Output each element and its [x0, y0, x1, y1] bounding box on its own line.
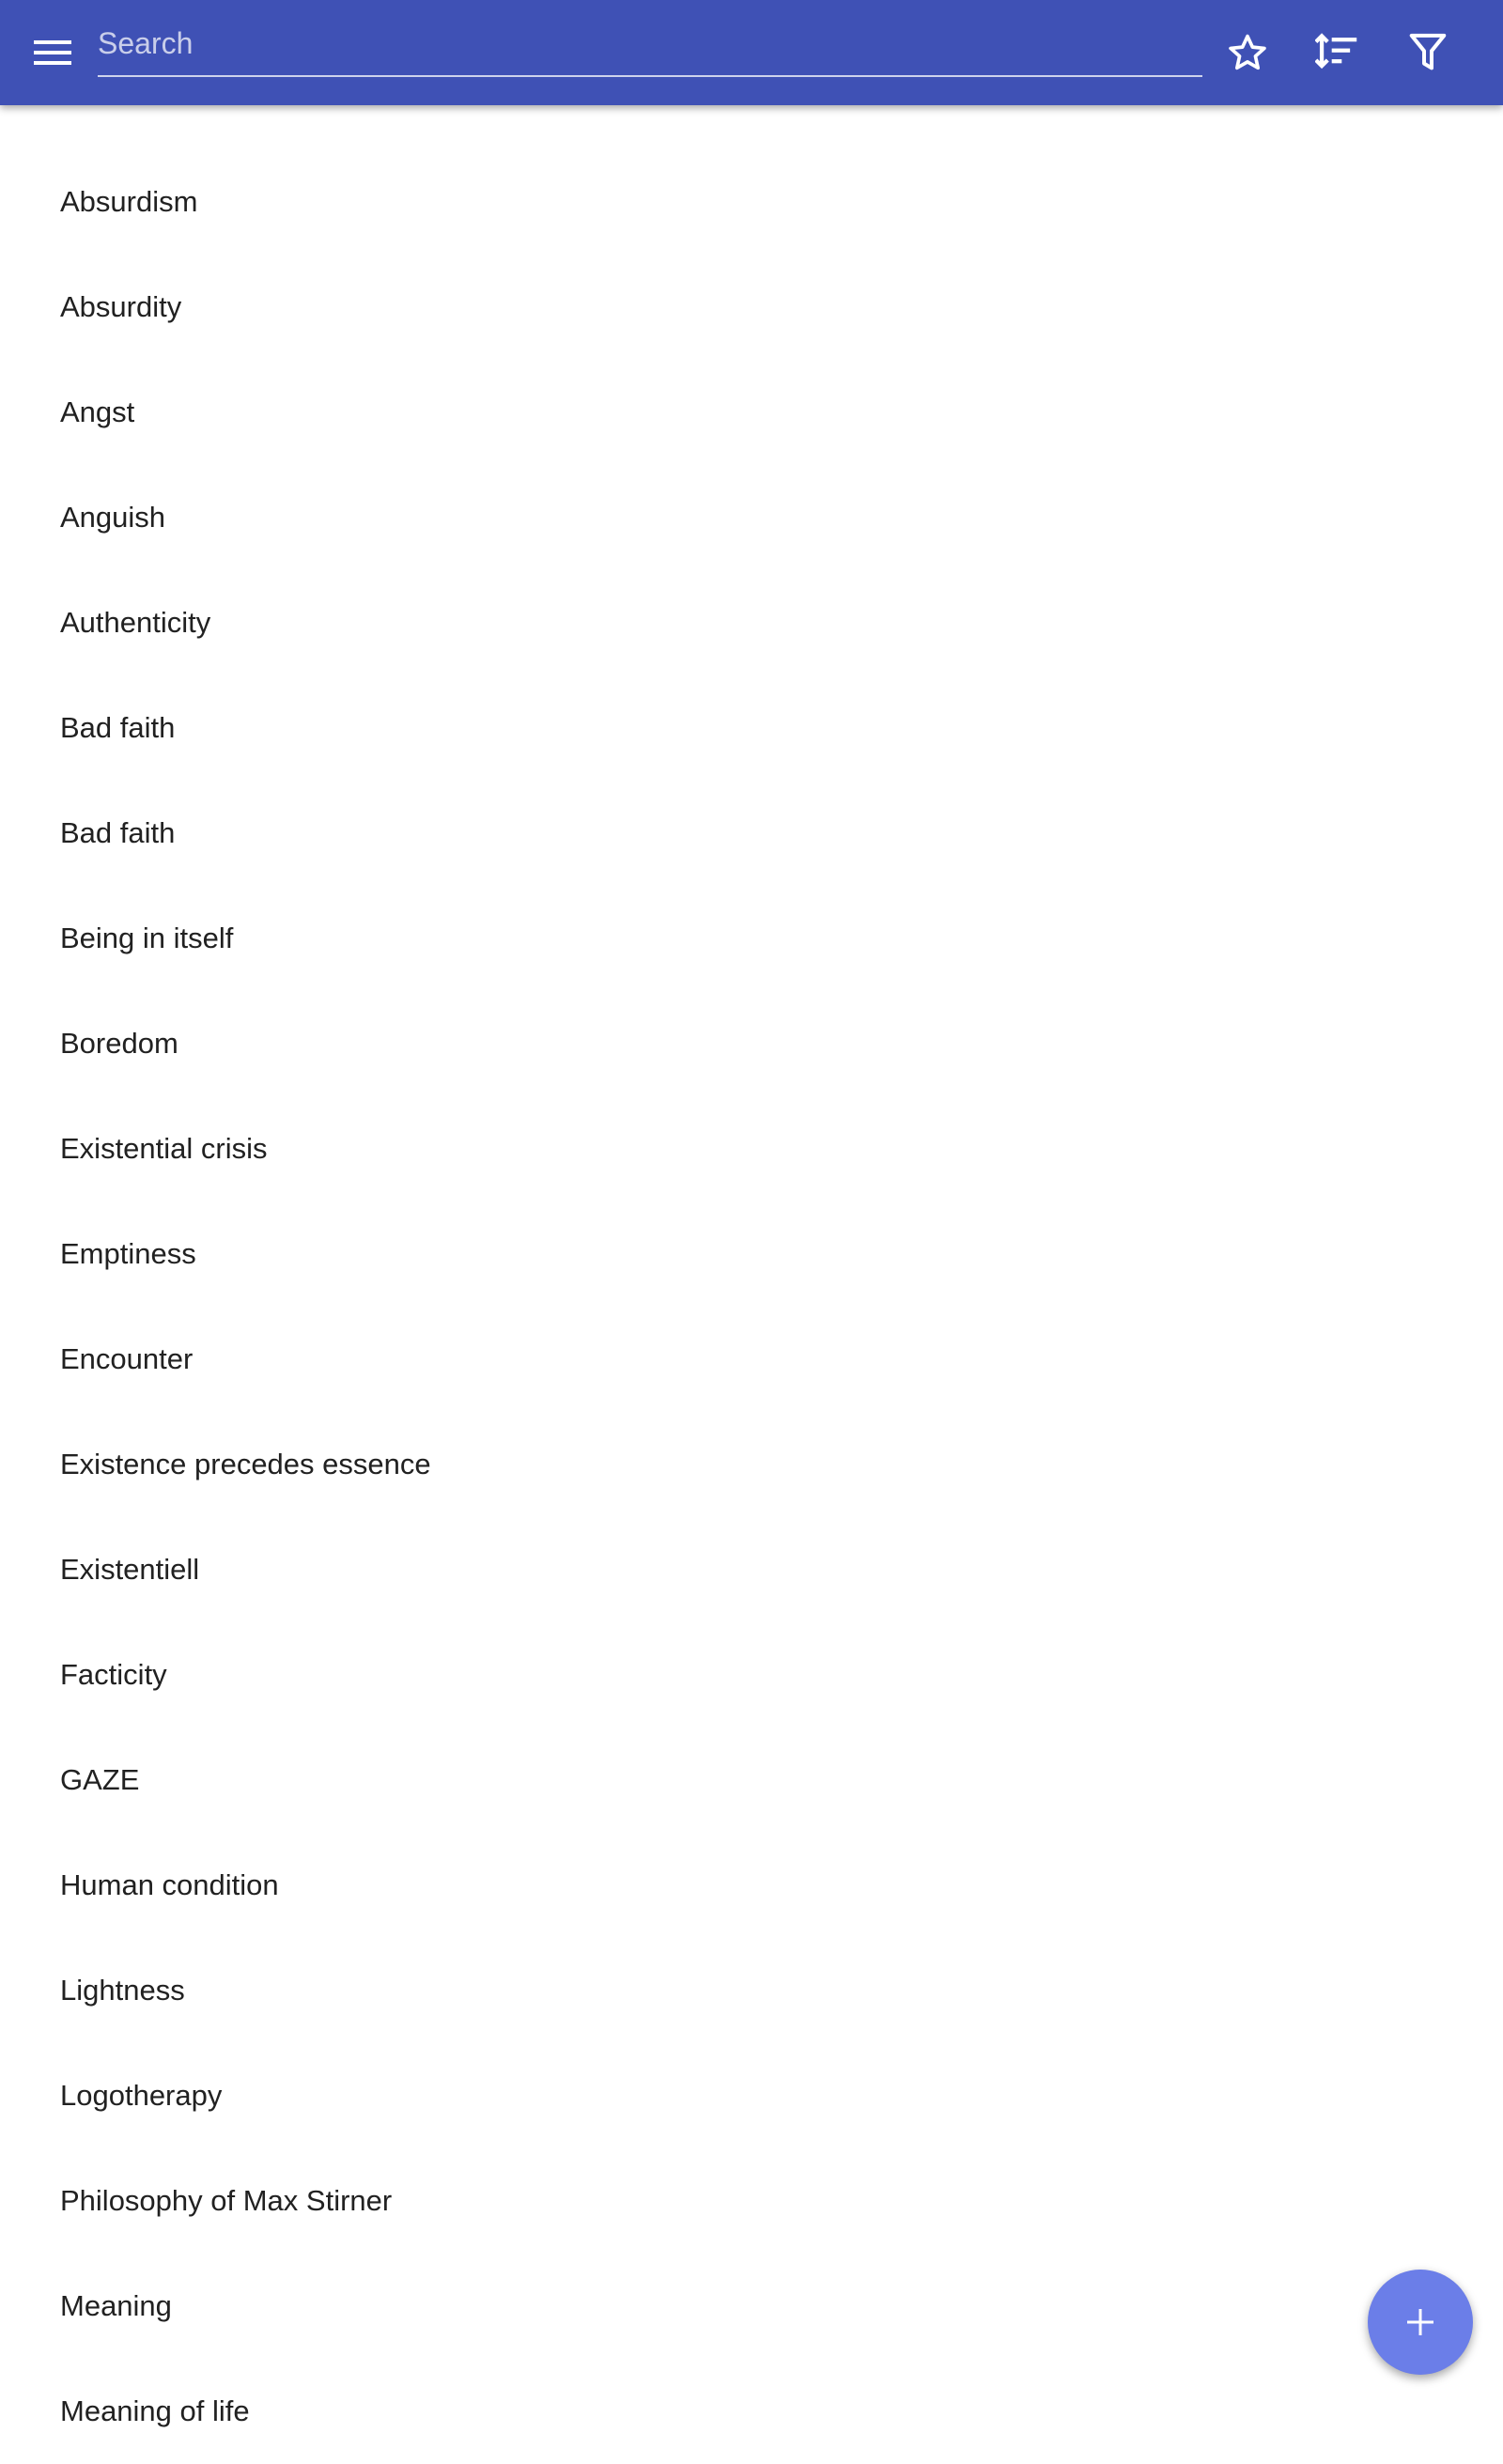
- filter-icon: [1409, 32, 1447, 73]
- term-label: Being in itself: [60, 922, 234, 954]
- list-item[interactable]: [0, 1517, 1503, 1622]
- list-item[interactable]: [0, 675, 1503, 781]
- sort-icon: [1315, 32, 1358, 73]
- term-label: Absurdity: [60, 290, 182, 323]
- term-label: Existential crisis: [60, 1132, 268, 1165]
- term-label: Existence precedes essence: [60, 1448, 431, 1480]
- term-label: Bad faith: [60, 711, 176, 744]
- term-label: Logotherapy: [60, 2079, 223, 2112]
- term-label: Angst: [60, 395, 135, 428]
- favorites-button[interactable]: [1216, 23, 1279, 83]
- list-item[interactable]: [0, 570, 1503, 675]
- list-item[interactable]: [0, 465, 1503, 570]
- term-label: Authenticity: [60, 606, 211, 639]
- search-field: [98, 13, 1202, 77]
- list-item[interactable]: [0, 149, 1503, 255]
- plus-icon: [1405, 2307, 1435, 2337]
- list-item[interactable]: [0, 886, 1503, 991]
- hamburger-menu-icon: [34, 39, 71, 67]
- term-label: Existentiell: [60, 1553, 200, 1586]
- term-label: Emptiness: [60, 1237, 196, 1270]
- term-label: Absurdism: [60, 185, 198, 218]
- sort-button[interactable]: [1305, 23, 1369, 83]
- add-term-button[interactable]: [1368, 2270, 1473, 2375]
- menu-button[interactable]: [21, 23, 85, 83]
- list-item[interactable]: [0, 360, 1503, 465]
- list-item[interactable]: [0, 1307, 1503, 1412]
- search-input[interactable]: [98, 13, 1202, 73]
- term-label: Facticity: [60, 1658, 167, 1691]
- filter-button[interactable]: [1396, 23, 1460, 83]
- list-item[interactable]: [0, 1412, 1503, 1517]
- list-item[interactable]: [0, 1728, 1503, 1833]
- term-label: GAZE: [60, 1763, 140, 1796]
- term-label: Anguish: [60, 501, 166, 534]
- term-label: Boredom: [60, 1027, 178, 1060]
- list-item[interactable]: [0, 1938, 1503, 2043]
- list-item[interactable]: [0, 781, 1503, 886]
- list-item[interactable]: [0, 2148, 1503, 2254]
- term-list: [0, 105, 1503, 2464]
- term-label: Lightness: [60, 1974, 185, 2007]
- list-item[interactable]: [0, 2254, 1503, 2359]
- term-label: Meaning: [60, 2289, 172, 2322]
- term-label: Meaning of life: [60, 2394, 250, 2427]
- list-item[interactable]: [0, 2043, 1503, 2148]
- star-outline-icon: [1227, 32, 1268, 73]
- list-item[interactable]: [0, 2359, 1503, 2464]
- list-item[interactable]: [0, 1201, 1503, 1307]
- app-bar: [0, 0, 1503, 105]
- list-item[interactable]: [0, 1096, 1503, 1201]
- term-label: Encounter: [60, 1342, 194, 1375]
- list-item[interactable]: [0, 991, 1503, 1096]
- term-label: Human condition: [60, 1868, 279, 1901]
- term-label: Bad faith: [60, 816, 176, 849]
- list-item[interactable]: [0, 255, 1503, 360]
- list-item[interactable]: [0, 1833, 1503, 1938]
- term-label: Philosophy of Max Stirner: [60, 2184, 393, 2217]
- list-item[interactable]: [0, 1622, 1503, 1728]
